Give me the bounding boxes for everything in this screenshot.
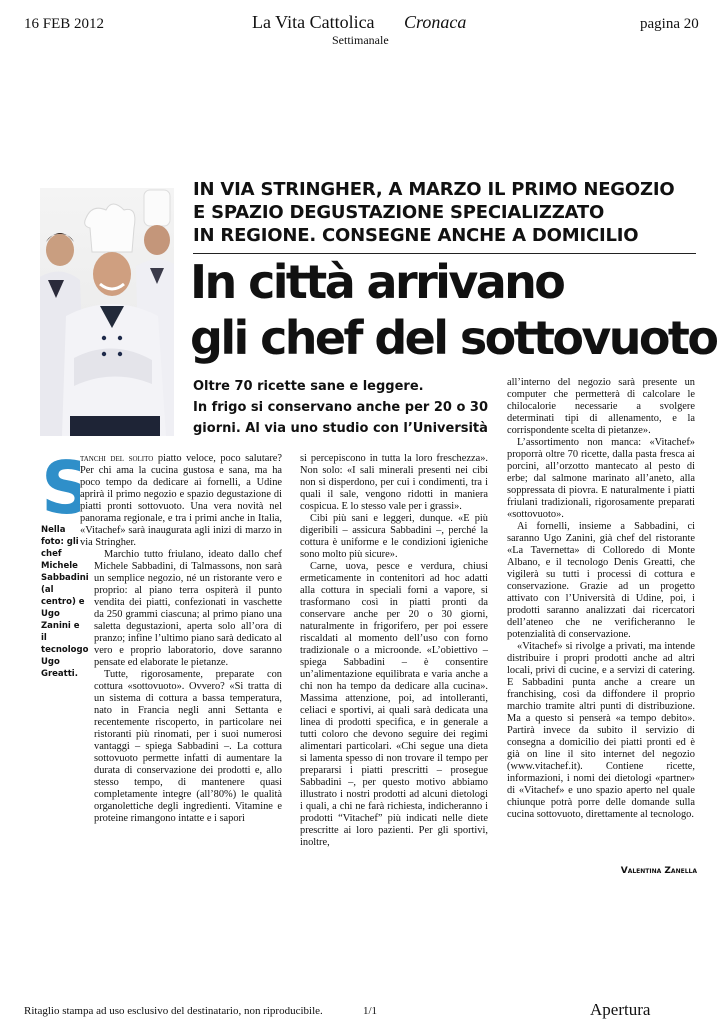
article-summary [193,376,488,439]
copyright-note: Ritaglio stampa ad uso esclusivo del destinatario, non riproducibile. [24,1005,323,1017]
kicker-line: IN VIA STRINGHER, A MARZO IL PRIMO NEGOZIO [193,179,675,200]
newspaper-frequency: Settimanale [332,33,389,47]
page-count: 1/1 [363,1005,378,1017]
chefs-photo [40,188,174,436]
paragraph: Tutte, rigorosamente, preparate con cottura «sottovuoto». Ovvero? «Si tratta di un sistema di cottura a bassa temperatura, nato in Francia negli anni Settanta e recentemente riscoperto, in particolare nei ristoranti più rinomati, per i suoi numerosi vantaggi – spiega Sabbadini –. La cottura sottovuoto permette infatti di aumentare la durata di conservazione dei prodotti e, allo stesso tempo, di mantenere quasi completamente integre (all’80%) le qualità organolettiche degli ingredienti. Vitamine e proteine rimangono intatte e i sapori [94,669,282,824]
article-headline [190,254,717,366]
summary-line: giorni. Al via uno studio con l’Università [193,421,488,436]
chefs-photo-illustration [40,188,174,436]
drop-cap [40,455,80,519]
lead-in-words: tanchi del solito [80,453,154,464]
article-position-tag: Apertura [590,1000,651,1019]
paragraph: L’assortimento non manca: «Vitachef» proporrà oltre 70 ricette, dalla pasta fresca ai porcini, all’orzotto mantecato al pesto di erbe; dal salmone marinato all’aneto, alla soppressata di piovra. E naturalmente i piatti friulani tradizionali, rigorosamente preparati «sottovuoto». [507,437,695,520]
article-column-2 [300,453,488,849]
paragraph: Ai fornelli, insieme a Sabbadini, ci saranno Ugo Zanini, già chef del ristorante «La Tavernetta» di Colloredo di Monte Albano, e il tecnologo Denis Greatti, che vigilerà su tutti i processi di cottura e conservazione. Grazie ad un progetto attivato con l’Università di Udine, poi, i prodotti saranno analizzati dai ricercatori dell’ateneo che ne verificheranno le potenzialità di conservazione. [507,521,695,640]
section-name: Cronaca [404,12,467,32]
paragraph: si percepiscono in tutta la loro freschezza». Non solo: «I sali minerali presenti nei cibi non si disperdono, per cui i condimenti, tra i quali il sale, vengono ridotti in maniera cospicua. E lo stesso vale per i grassi». [300,453,488,512]
kicker-line: E SPAZIO DEGUSTAZIONE SPECIALIZZATO [193,202,605,223]
paragraph: Marchio tutto friulano, ideato dallo chef Michele Sabbadini, di Talmassons, non sarà un semplice negozio, né un ristorante vero e proprio: al piano terra ospiterà il punto vendita dei piatti, confezionati in vaschette da 250 grammi ciascuna; al primo piano una saletta degustazioni, aperta solo all’ora di pranzo; infine l’ultimo piano sarà dedicato al vero e proprio laboratorio, dove saranno pensate ed elaborate le pietanze. [94,549,282,668]
article-column-1 [80,453,282,825]
summary-line: Oltre 70 ricette sane e leggere. [193,379,424,394]
summary-line: In frigo si conservano anche per 20 o 30 [193,400,488,415]
article-kicker [193,178,703,247]
kicker-line: IN REGIONE. CONSEGNE ANCHE A DOMICILIO [193,225,639,246]
page-number: pagina 20 [640,16,699,32]
article-column-3 [507,377,695,821]
headline-line: In città arrivano [190,255,564,309]
paragraph: Cibi più sani e leggeri, dunque. «E più digeribili – assicura Sabbadini –, perché la cottura è uniforme e le condizioni igieniche sono molto più sicure». [300,513,488,560]
drop-cap-letter: S [41,455,80,519]
paragraph: Carne, uova, pesce e verdura, chiusi ermeticamente in contenitori ad hoc adatti alla cottura in speciali forni a vapore, si trasformano così in piatti pronti da conservare anche per 20 o 30 giorni, naturalmente in frigorifero, per poi essere riscaldati al momento dell’uso con forno tradizionale o a microonde. «L’obiettivo – spiega Sabbadini – è consentire un’alimentazione equilibrata e varia anche a chi non ha tempo da dedicare alla cucina». Massima attenzione, poi, ad intolleranti, celiaci e sportivi, ai quali sarà dedicata una linea di prodotti specifica, e in generale a tutti coloro che devono seguire dei regimi alimentari particolari. «Chi segue una dieta si lamenta spesso di non trovare il tempo per prepararsi i piatti prescritti – prosegue Sabbadini –, per questo motivo abbiamo illustrato i nostri prodotti ad alcuni dietologi i quali, a chi ne farà richiesta, indicheranno i prodotti “Vitachef” più indicati nelle diete prescritte ai loro pazienti. Per gli sportivi, inoltre, [300,561,488,848]
headline-line: gli chef del sottovuoto [190,311,717,365]
author-signature: Valentina Zanella [620,866,697,876]
publication-date: 16 FEB 2012 [24,16,105,32]
paragraph: tanchi del solito piatto veloce, poco salutare? Per chi ama la cucina gustosa e sana, ma ha poco tempo da dedicare ai fornelli, a Udine aprirà il primo negozio e spazio degustazione di piatti pronti sottovuoto. Una vera novità nel panorama regionale, e tra i primi anche in Italia, «Vitachef» sarà inaugurata agli inizi di marzo in via Stringher. [80,453,282,548]
paragraph: «Vitachef» si rivolge a privati, ma intende distribuire i propri prodotti anche ad altri locali, privi di cucine, e a servizi di catering. E Sabbadini punta anche a creare un franchising, così da diffondere il proprio marchio tramite altri punti di distribuzione. Ma a questo si penserà «a tempo debito». Partirà invece da subito il servizio di consegna a domicilio dei piatti pronti ed è già on line il sito internet del negozio (www.vitachef.it). Contiene ricette, informazioni, i nomi dei dietologi «partner» di «Vitachef» e uno spazio aperto nel quale chiunque potrà porre delle domande sulla cucina sottovuoto, direttamente al tecnologo. [507,641,695,820]
newspaper-name: La Vita Cattolica [252,12,375,32]
paragraph: all’interno del negozio sarà presente un computer che permetterà di calcolare le chilocalorie necessarie a svolgere determinati tipi di allenamento, e la corrispondente scelta di pietanze». [507,377,695,436]
photo-caption: Nella foto: gli chef Michele Sabbadini (al centro) e Ugo Zanini e il tecnologo Ugo Greatti. [41,525,89,679]
